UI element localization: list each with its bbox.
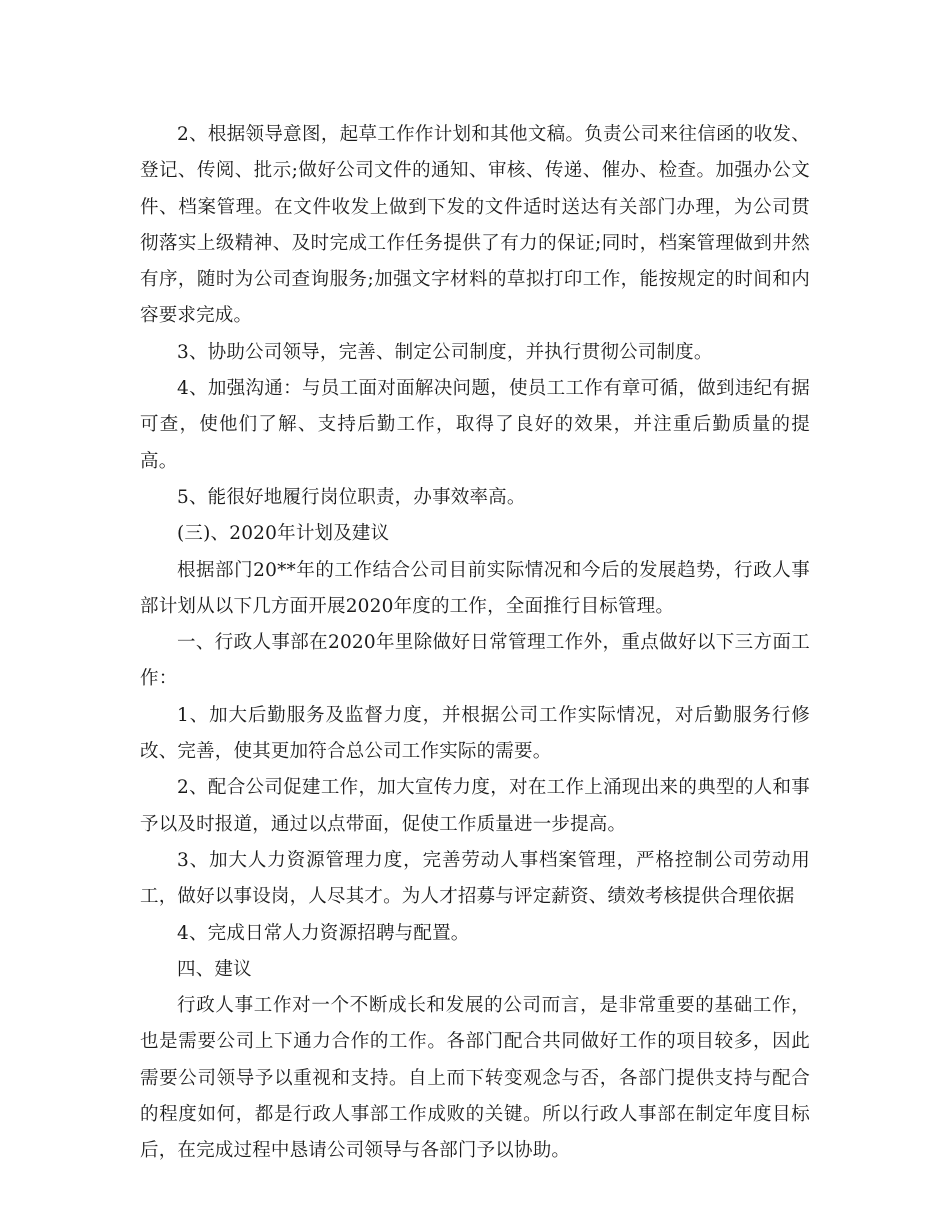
paragraph-suggestions: 行政人事工作对一个不断成长和发展的公司而言，是非常重要的基础工作，也是需要公司上下通力合作的工作。各部门配合共同做好工作的项目较多，因此需要公司领导予以重视和支持。自上而下转变观念与否，各部门提供支持与配合的程度如何，都是行政人事部工作成败的关键。所以行政人事部在制定年度目标后，在完成过程中恳请公司领导与各部门予以协助。 [140, 995, 810, 1162]
paragraph-item-2: 2、根据领导意图，起草工作作计划和其他文稿。负责公司来往信函的收发、登记、传阅、批示;做好公司文件的通知、审核、传递、催办、检查。加强办公文件、档案管理。在文件收发上做到下发的文件适时送达有关部门办理，为公司贯彻落实上级精神、及时完成工作任务提供了有力的保证;同时，档案管理做到井然有序，随时为公司查询服务;加强文字材料的草拟打印工作，能按规定的时间和内容要求完成。 [140, 124, 810, 327]
plan-item-2: 2、配合公司促建工作，加大宣传力度，对在工作上涌现出来的典型的人和事予以及时报道，通过以点带面，促使工作质量进一步提高。 [140, 777, 810, 835]
paragraph-item-3: 3、协助公司领导，完善、制定公司制度，并执行贯彻公司制度。 [177, 341, 713, 363]
paragraph-key-focus: 一、行政人事部在2020年里除做好日常管理工作外，重点做好以下三方面工作： [140, 632, 810, 690]
plan-item-3: 3、加大人力资源管理力度，完善劳动人事档案管理，严格控制公司劳动用工，做好以事设岗，人尽其才。为人才招募与评定薪资、绩效考核提供合理依据 [140, 849, 810, 908]
paragraph-item-5: 5、能很好地履行岗位职责，办事效率高。 [177, 486, 526, 508]
paragraph-plan-intro: 根据部门20**年的工作结合公司目前实际情况和今后的发展趋势，行政人事部计划从以下几方面开展2020年度的工作，全面推行目标管理。 [140, 559, 810, 617]
section-heading-plan-2020: (三)、2020年计划及建议 [177, 523, 390, 545]
plan-item-4: 4、完成日常人力资源招聘与配置。 [177, 922, 470, 944]
plan-item-1: 1、加大后勤服务及监督力度，并根据公司工作实际情况，对后勤服务行修改、完善，使其更加符合总公司工作实际的需要。 [140, 704, 810, 763]
document-body [140, 117, 810, 1170]
paragraph-item-4: 4、加强沟通：与员工面对面解决问题，使员工工作有章可循，做到违纪有据可查，使他们了解、支持后勤工作，取得了良好的效果，并注重后勤质量的提高。 [140, 378, 810, 472]
section-heading-suggestions: 四、建议 [177, 958, 252, 980]
